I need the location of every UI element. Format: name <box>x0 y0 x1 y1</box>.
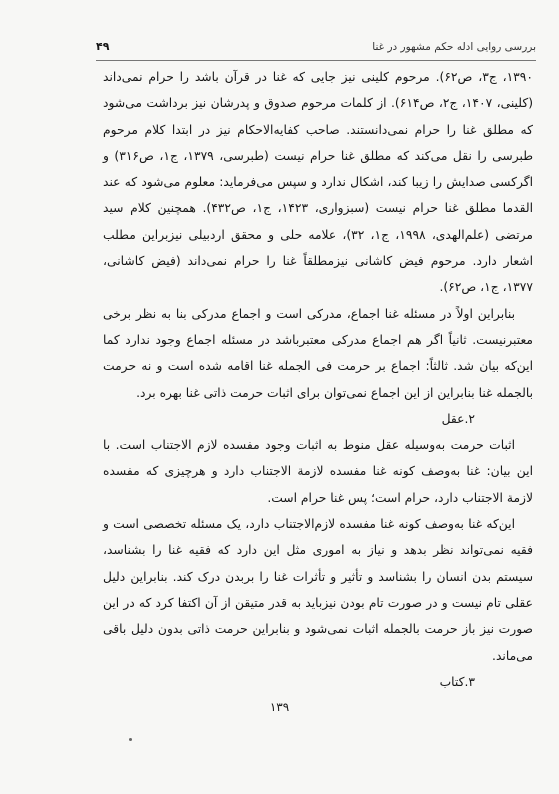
running-head <box>96 41 536 53</box>
paragraph-2: بنابراین اولاً در مسئله غنا اجماع، مدرکی است و اجماع مدرکی بنا به نظر برخی معتبرنیست. ثانیاً اگر هم اجماع مدرکی معتبرباشد در مسئله اجماع وجود ندارد کما این‌که بیان شد. ثالثاً: اجماع بر حرمت فی الجمله غنا اقامه شده است و نه حرمت بالجمله غنا بنابراین از این اجماع نمی‌توان برای اثبات حرمت ذاتی غنا بهره برد. <box>103 306 533 400</box>
paragraph-3: اثبات حرمت به‌وسیله عقل منوط به اثبات وجود مفسده لازم الاجتناب است. با این بیان: غنا به‌وصف کونه غنا مفسده لازمة الاجتناب دارد و هرچیزی که مفسده لازمة الاجتناب دارد، حرام است؛ پس غنا حرام است. <box>103 438 533 505</box>
page-folio: ۱۳۹ <box>269 700 290 714</box>
paragraph-4: این‌که غنا به‌وصف کونه غنا مفسده لازم‌الاجتناب دارد، یک مسئله تخصصی است و فقیه نمی‌تواند نظر بدهد و نیاز به اموری مثل این دارد که فقیه غنا را بشناسد، سیستم بدن انسان را بشناسد و تأثیر و تأثرات غنا را بربدن درک کند. بنابراین دلیل عقلی تام نیست و در صورت تام بودن نیزباید به قدر متیقن از آن اکتفا کرد که در این صورت نیز باز حرمت بالجمله اثبات نمی‌شود و بنابراین حرمت ذاتی بدون دلیل باقی می‌ماند. <box>103 517 533 663</box>
journal-page-number: ۴۹ <box>96 40 110 53</box>
header-rule <box>96 60 536 61</box>
section-heading-aql: ۲.عقل <box>441 411 475 426</box>
scan-speck <box>129 738 132 741</box>
paragraph-1: ۱۳۹۰، ج۳، ص۶۲). مرحوم کلینی نیز جایی که غنا در قرآن باشد را حرام نمی‌داند (کلینی، ۱۴۰۷، ج۲، ص۶۱۴). از کلمات مرحوم صدوق و پدرشان نیز برداشت می‌شود که مطلق غنا را حرام نمی‌دانستند. صاحب کفایه‌الاحکام نیز در ابتدا کلام مرحوم طبرسی را نقل می‌کند که مطلق غنا حرام نیست (طبرسی، ۱۳۷۹، ج۱، ص۳۱۶) و اگرکسی صدایش را زیبا کند، اشکال ندارد و سپس می‌فرماید: معلوم می‌شود که عند القدما مطلق غنا حرام نیست (سبزواری، ۱۴۲۳، ج۱، ص۴۳۲). همچنین کلام سید مرتضی (علم‌الهدی، ۱۹۹۸، ج۱، ۳۲)، علامه حلی و محقق اردبیلی نیزبراین مطلب اشعار دارد. مرحوم فیض کاشانی نیزمطلقاً غنا را حرام نمی‌داند (فیض کاشانی، ۱۳۷۷، ج۱، ص۶۲). <box>103 70 534 295</box>
section-heading-kitab: ۳.کتاب <box>439 674 475 689</box>
running-title: بررسی روایی ادله حکم مشهور در غنا <box>372 41 536 53</box>
body-text <box>103 64 533 695</box>
